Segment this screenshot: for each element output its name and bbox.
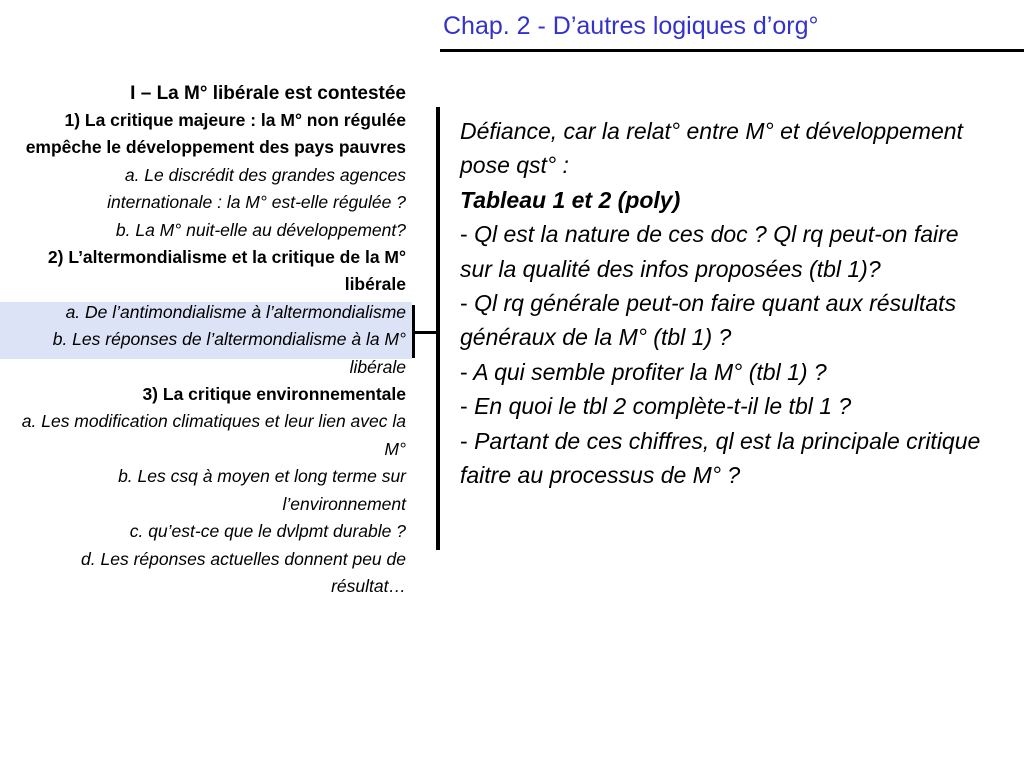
outline-item: b. Les csq à moyen et long terme sur l’environnement [118, 466, 406, 514]
question-item [460, 424, 996, 493]
slide-title: Chap. 2 - D’autres logiques d’org° [443, 12, 819, 40]
outline-item-current: b. La M° nuit-elle au développement? [115, 219, 406, 240]
question-item [460, 286, 996, 355]
bracket-vertical [436, 107, 440, 550]
course-outline [18, 80, 406, 600]
question-text: A qui semble profiter la M° (tbl 1) ? [473, 358, 827, 385]
outline-subsection: 2) L’altermondialisme et la critique de la M° libérale [47, 247, 406, 295]
question-text: Partant de ces chiffres, ql est la principale critique faitre au processus de M° ? [460, 427, 981, 489]
dash-marker: - [460, 393, 468, 420]
content-panel [460, 114, 996, 492]
bracket-connector [414, 331, 438, 334]
dash-marker: - [460, 427, 468, 454]
outline-item: c. qu’est-ce que le dvlpmt durable ? [129, 521, 406, 542]
title-underline [440, 49, 1024, 52]
outline-item: d. Les réponses actuelles donnent peu de résultat… [81, 548, 406, 596]
dash-marker: - [460, 221, 468, 248]
question-item [460, 355, 996, 389]
question-text: En quoi le tbl 2 complète-t-il le tbl 1 ? [474, 393, 852, 420]
outline-section-title: I – La M° libérale est contestée [130, 83, 406, 104]
question-item [460, 217, 996, 286]
outline-item: a. Le discrédit des grandes agences internationale : la M° est-elle régulée ? [107, 164, 406, 213]
question-text: Ql est la nature de ces doc ? Ql rq peut-on faire sur la qualité des infos proposées (tbl 1)? [460, 221, 959, 282]
question-text: Ql rq générale peut-on faire quant aux résultats généraux de la M° (tbl 1) ? [460, 290, 957, 351]
outline-subsection: 1) La critique majeure : la M° non régulée empêche le développement des pays pauvres [25, 110, 406, 158]
outline-item: a. De l’antimondialisme à l’altermondialisme [65, 301, 406, 322]
intro-text: Défiance, car la relat° entre M° et développement pose qst° : [460, 118, 963, 179]
outline-item: b. Les réponses de l’altermondialisme à la M° libérale [52, 329, 406, 377]
question-item [460, 389, 996, 423]
dash-marker: - [460, 290, 468, 317]
dash-marker: - [460, 358, 468, 385]
outline-subsection: 3) La critique environnementale [142, 384, 406, 405]
outline-item: a. Les modification climatiques et leur lien avec la M° [21, 411, 406, 459]
reference-text: Tableau 1 et 2 (poly) [460, 186, 681, 213]
